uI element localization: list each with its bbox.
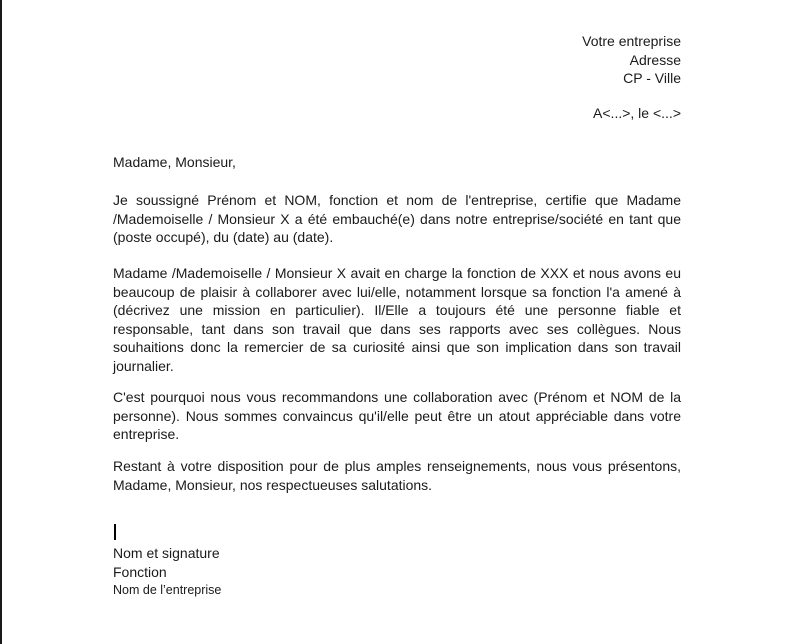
text-cursor	[114, 524, 116, 540]
place-date-line: A<...>, le <...>	[593, 105, 681, 121]
body-paragraph-4: Restant à votre disposition pour de plus amples renseignements, nous vous présentons, Madame, Monsieur, nos respectueuses salutations.	[113, 458, 681, 493]
body-paragraph-3: C'est pourquoi nous vous recommandons une collaboration avec (Prénom et NOM de la personne). Nous sommes convaincus qu'il/elle peut être un atout appréciable dans votre entreprise.	[113, 389, 681, 442]
signature-name-line: Nom et signature	[113, 545, 220, 561]
signature-function-line: Fonction	[113, 563, 167, 580]
body-paragraph-2: Madame /Mademoiselle / Monsieur X avait en charge la fonction de XXX et nous avons eu beaucoup de plaisir à collaborer avec lui/elle, notamment lorsque sa fonction l'a amené à (décrivez une mission en particulier). Il/Elle a toujours été une personne fiable et responsable, tant dans son travail que dans ses rapports avec ses collègues. Nous souhaitions donc la remercier de sa curiosité ainsi que son implication dans son travail journalier.	[113, 265, 681, 374]
sender-company: Votre entreprise	[582, 33, 681, 49]
salutation: Madame, Monsieur,	[113, 154, 236, 170]
signature-block	[113, 544, 681, 600]
signature-company-line: Nom de l’entreprise	[113, 583, 222, 597]
sender-city: CP - Ville	[623, 70, 681, 86]
sender-block	[582, 32, 681, 88]
body-paragraph-1: Je soussigné Prénom et NOM, fonction et nom de l'entreprise, certifie que Madame /Mademoiselle / Monsieur X a été embauché(e) dans notre entreprise/société en tant que (poste occupé), du (date) au (date).	[113, 192, 681, 245]
window-left-edge	[0, 0, 2, 644]
sender-address: Adresse	[629, 51, 681, 68]
